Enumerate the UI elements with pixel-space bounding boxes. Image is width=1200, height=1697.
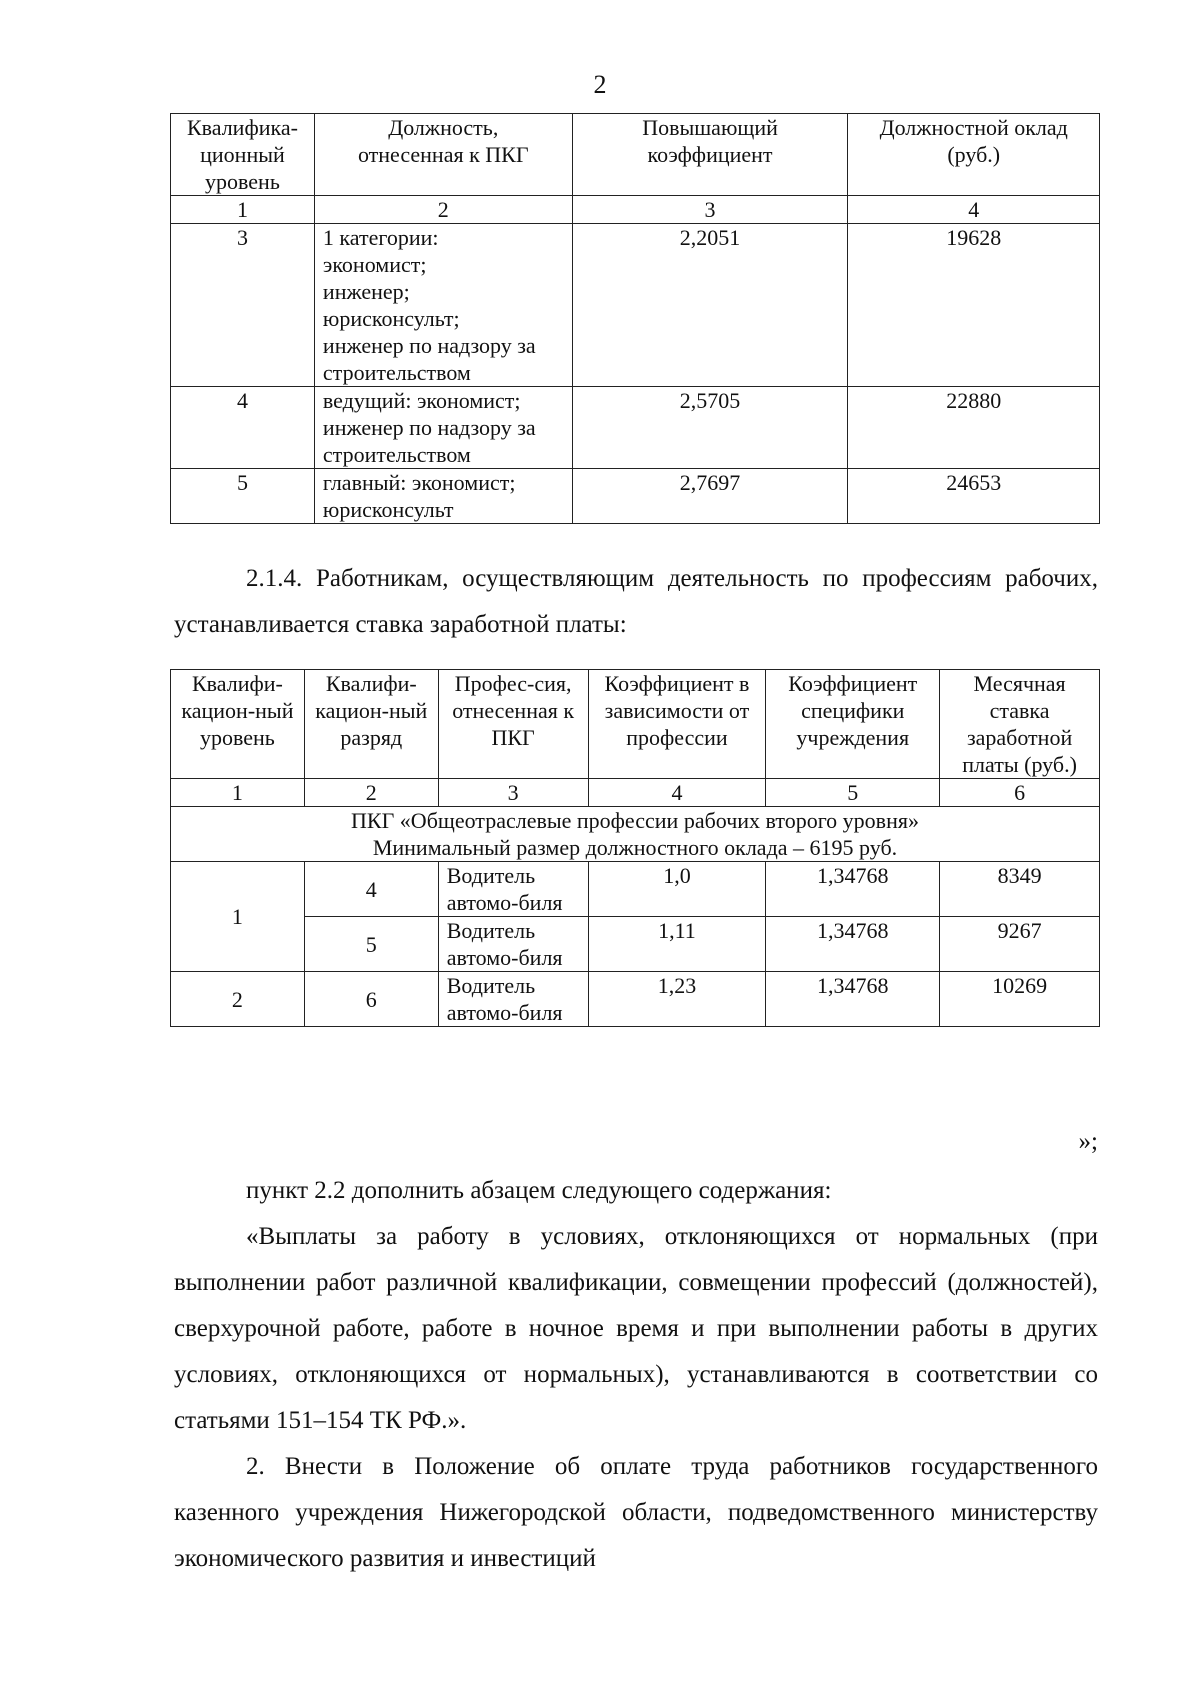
column-number-row [171, 196, 1100, 224]
monthly-rate-cell: 8349 [940, 862, 1100, 917]
closing-quote: »; [1078, 1128, 1098, 1155]
header-cell: Квалифи-кацион-ный уровень [171, 670, 305, 779]
coefficient-cell: 2,7697 [572, 469, 848, 524]
column-number: 2 [304, 779, 438, 807]
position-cell: ведущий: экономист; инженер по надзору за строительством [314, 387, 572, 469]
header-cell: Должностной оклад (руб.) [848, 114, 1100, 196]
column-number: 4 [848, 196, 1100, 224]
salary-table-positions [170, 113, 1100, 524]
column-number: 5 [766, 779, 940, 807]
profession-cell: Водитель автомо-биля [438, 972, 588, 1027]
header-cell: Коэффициент специфики учреждения [766, 670, 940, 779]
salary-cell: 22880 [848, 387, 1100, 469]
group-header-row [171, 807, 1100, 862]
coefficient-cell: 2,5705 [572, 387, 848, 469]
level-cell: 1 [171, 862, 305, 972]
column-number: 3 [572, 196, 848, 224]
level-cell: 5 [171, 469, 315, 524]
paragraph-quote: «Выплаты за работу в условиях, отклоняющихся от нормальных (при выполнении работ различной квалификации, совмещении профессий (должностей), сверхурочной работе, работе в ночное время и при выполнении работы в других условиях, отклоняющихся от нормальных), устанавливаются в соответствии со статьями 151–154 ТК РФ.». [174, 1223, 1098, 1434]
table-row [171, 917, 1100, 972]
profession-coefficient-cell: 1,23 [588, 972, 766, 1027]
profession-coefficient-cell: 1,0 [588, 862, 766, 917]
group-title: ПКГ «Общеотраслевые профессии рабочих второго уровня» [351, 808, 919, 833]
level-cell: 4 [171, 387, 315, 469]
salary-cell: 19628 [848, 224, 1100, 387]
group-min-salary: Минимальный размер должностного оклада – 6195 руб. [372, 835, 898, 860]
profession-coefficient-cell: 1,11 [588, 917, 766, 972]
header-cell: Должность, отнесенная к ПКГ [314, 114, 572, 196]
column-number: 6 [940, 779, 1100, 807]
column-number: 2 [314, 196, 572, 224]
column-number: 1 [171, 196, 315, 224]
salary-table-workers [170, 669, 1100, 1027]
table-header-row [171, 670, 1100, 779]
grade-cell: 5 [304, 917, 438, 972]
header-cell: Квалифика-ционный уровень [171, 114, 315, 196]
column-number: 3 [438, 779, 588, 807]
column-number-row [171, 779, 1100, 807]
grade-cell: 6 [304, 972, 438, 1027]
specific-coefficient-cell: 1,34768 [766, 972, 940, 1027]
column-number: 1 [171, 779, 305, 807]
paragraph-2-1-4: 2.1.4. Работникам, осуществляющим деятельность по профессиям рабочих, устанавливается ставка заработной платы: [174, 565, 1098, 638]
table-row [171, 224, 1100, 387]
table-row [171, 469, 1100, 524]
page-number: 2 [593, 70, 607, 99]
paragraph-2-2: пункт 2.2 дополнить абзацем следующего содержания: [246, 1177, 832, 1204]
monthly-rate-cell: 10269 [940, 972, 1100, 1027]
specific-coefficient-cell: 1,34768 [766, 917, 940, 972]
paragraph-2: 2. Внести в Положение об оплате труда работников государственного казенного учреждения Нижегородской области, подведомственного министерству экономического развития и инвестиций [174, 1453, 1098, 1572]
profession-cell: Водитель автомо-биля [438, 862, 588, 917]
header-cell: Квалифи-кацион-ный разряд [304, 670, 438, 779]
coefficient-cell: 2,2051 [572, 224, 848, 387]
table-row [171, 387, 1100, 469]
monthly-rate-cell: 9267 [940, 917, 1100, 972]
column-number: 4 [588, 779, 766, 807]
group-header-cell [171, 807, 1100, 862]
profession-cell: Водитель автомо-биля [438, 917, 588, 972]
specific-coefficient-cell: 1,34768 [766, 862, 940, 917]
header-cell: Месячная ставка заработной платы (руб.) [940, 670, 1100, 779]
level-cell: 3 [171, 224, 315, 387]
table-row [171, 862, 1100, 917]
table-row [171, 972, 1100, 1027]
table-header-row [171, 114, 1100, 196]
position-cell: главный: экономист; юрисконсульт [314, 469, 572, 524]
grade-cell: 4 [304, 862, 438, 917]
position-cell: 1 категории: экономист; инженер; юрисконсульт; инженер по надзору за строительством [314, 224, 572, 387]
header-cell: Повышающий коэффициент [572, 114, 848, 196]
header-cell: Профес-сия, отнесенная к ПКГ [438, 670, 588, 779]
level-cell: 2 [171, 972, 305, 1027]
header-cell: Коэффициент в зависимости от профессии [588, 670, 766, 779]
salary-cell: 24653 [848, 469, 1100, 524]
